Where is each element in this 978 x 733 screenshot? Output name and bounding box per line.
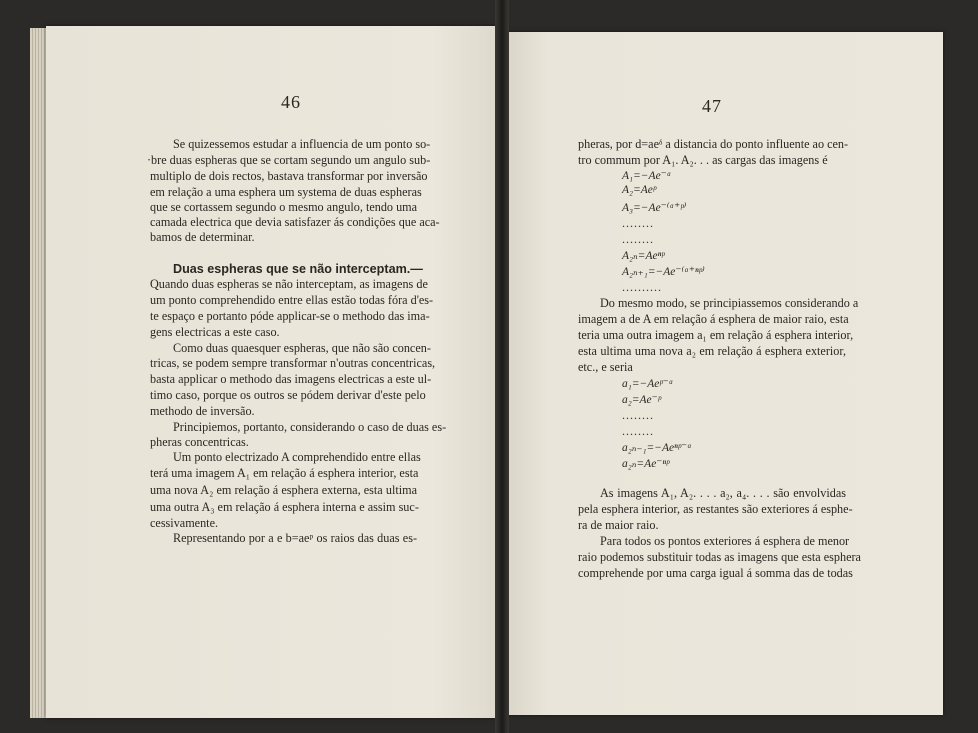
page-number-left: 46 <box>281 92 301 112</box>
text-line: Principiemos, portanto, considerando o caso de duas es- <box>173 420 447 434</box>
text-line: Do mesmo modo, se principiassemos considerando a <box>600 296 859 310</box>
equation: a₁=−Aeᵖ⁻ᵅ <box>622 378 674 390</box>
text-line: ra de maior raio. <box>578 518 659 532</box>
text-line: te espaço e portanto póde applicar-se o methodo das ima- <box>150 309 430 323</box>
text-line: timo caso, porque os outros se pódem derivar d'este pelo <box>150 388 426 402</box>
equation: a₂ₙ=Ae⁻ⁿᵖ <box>622 458 670 470</box>
text-line: Para todos os pontos exteriores á esphera de menor <box>600 534 850 548</box>
text-line: camada electrica que devia satisfazer ás condições que aca- <box>150 215 440 229</box>
text-line: basta applicar o methodo das imagens electricas a este ul- <box>150 372 432 386</box>
text-line: comprehende por uma carga igual á somma das de todas <box>578 566 853 580</box>
text-line: em relação a uma esphera um systema de duas espheras <box>150 185 422 199</box>
equation: A₃=−Ae⁻⁽ᵅ⁺ᵖ⁾ <box>622 202 687 214</box>
text-line: raio podemos substituir todas as imagens que esta esphera <box>578 550 861 564</box>
text-line: tro commum por A₁. A₂. . . as cargas das imagens é <box>578 153 828 167</box>
equation: A₂ₙ₊₁=−Ae⁻⁽ᵅ⁺ⁿᵖ⁾ <box>622 266 705 278</box>
text-line: As imagens A₁, A₂. . . . a₂, a₄. . . . são envolvidas <box>600 486 846 500</box>
page-number-right: 47 <box>702 96 722 116</box>
text-line: Quando duas espheras se não interceptam, as imagens de <box>150 277 428 291</box>
text-line: methodo de inversão. <box>150 404 255 418</box>
text-line: Se quizessemos estudar a influencia de um ponto so- <box>173 137 431 151</box>
text-line: bamos de determinar. <box>150 230 255 244</box>
text-line: esta ultima uma nova a₂ em relação á esphera exterior, <box>578 344 846 358</box>
text-line: cessivamente. <box>150 516 219 530</box>
text-line: imagem a de A em relação á esphera de maior raio, esta <box>578 312 849 326</box>
text-line: pheras, por d=aeᵟ a distancia do ponto influente ao cen- <box>578 137 849 151</box>
text-line: teria uma outra imagem a₁ em relação á esphera interior, <box>578 328 854 342</box>
text-line: pela esphera interior, as restantes são exteriores á esphe- <box>578 502 853 516</box>
text-line: ·bre duas espheras que se cortam segundo um angulo sub- <box>147 153 431 167</box>
text-line: Como duas quaesquer espheras, que não são concen- <box>173 341 431 355</box>
book-gutter <box>495 0 509 733</box>
right-page <box>503 32 943 715</box>
section-heading: Duas espheras que se não interceptam.— <box>173 262 423 276</box>
text-line: etc., e seria <box>578 360 633 374</box>
equation: a₂ₙ₋₁=−Aeⁿᵖ⁻ᵅ <box>622 442 692 454</box>
text-line: Representando por a e b=aeᵖ os raios das duas es- <box>173 531 417 545</box>
text-line: Um ponto electrizado A comprehendido entre ellas <box>173 450 421 464</box>
ellipsis-row: ........ <box>622 408 654 422</box>
equation: A₂=Aeᵖ <box>622 184 657 196</box>
ellipsis-row: ........ <box>622 216 654 230</box>
ellipsis-row: ........ <box>622 424 654 438</box>
text-line: uma nova A₂ em relação á esphera externa, esta ultima <box>150 483 417 497</box>
text-line: tricas, se podem sempre transformar n'outras concentricas, <box>150 356 436 370</box>
equation: a₂=Ae⁻ᵖ <box>622 394 661 406</box>
equation: A₂ₙ=Aeⁿᵖ <box>622 250 665 262</box>
text-line: que se cortassem segundo o mesmo angulo, tendo uma <box>150 200 418 214</box>
text-line: gens electricas a este caso. <box>150 325 280 339</box>
text-line: terá uma imagem A₁ em relação á esphera interior, esta <box>150 466 419 480</box>
text-line: pheras concentricas. <box>150 435 249 449</box>
ellipsis-row: .......... <box>622 280 662 294</box>
ellipsis-row: ........ <box>622 232 654 246</box>
text-line: multiplo de dois rectos, bastava transformar por inversão <box>150 169 428 183</box>
text-line: uma outra A₃ em relação á esphera interna e assim suc- <box>150 500 419 514</box>
text-line: um ponto comprehendido entre ellas estão todas fóra d'es- <box>150 293 434 307</box>
equation: A₁=−Ae⁻ᵅ <box>622 170 672 182</box>
